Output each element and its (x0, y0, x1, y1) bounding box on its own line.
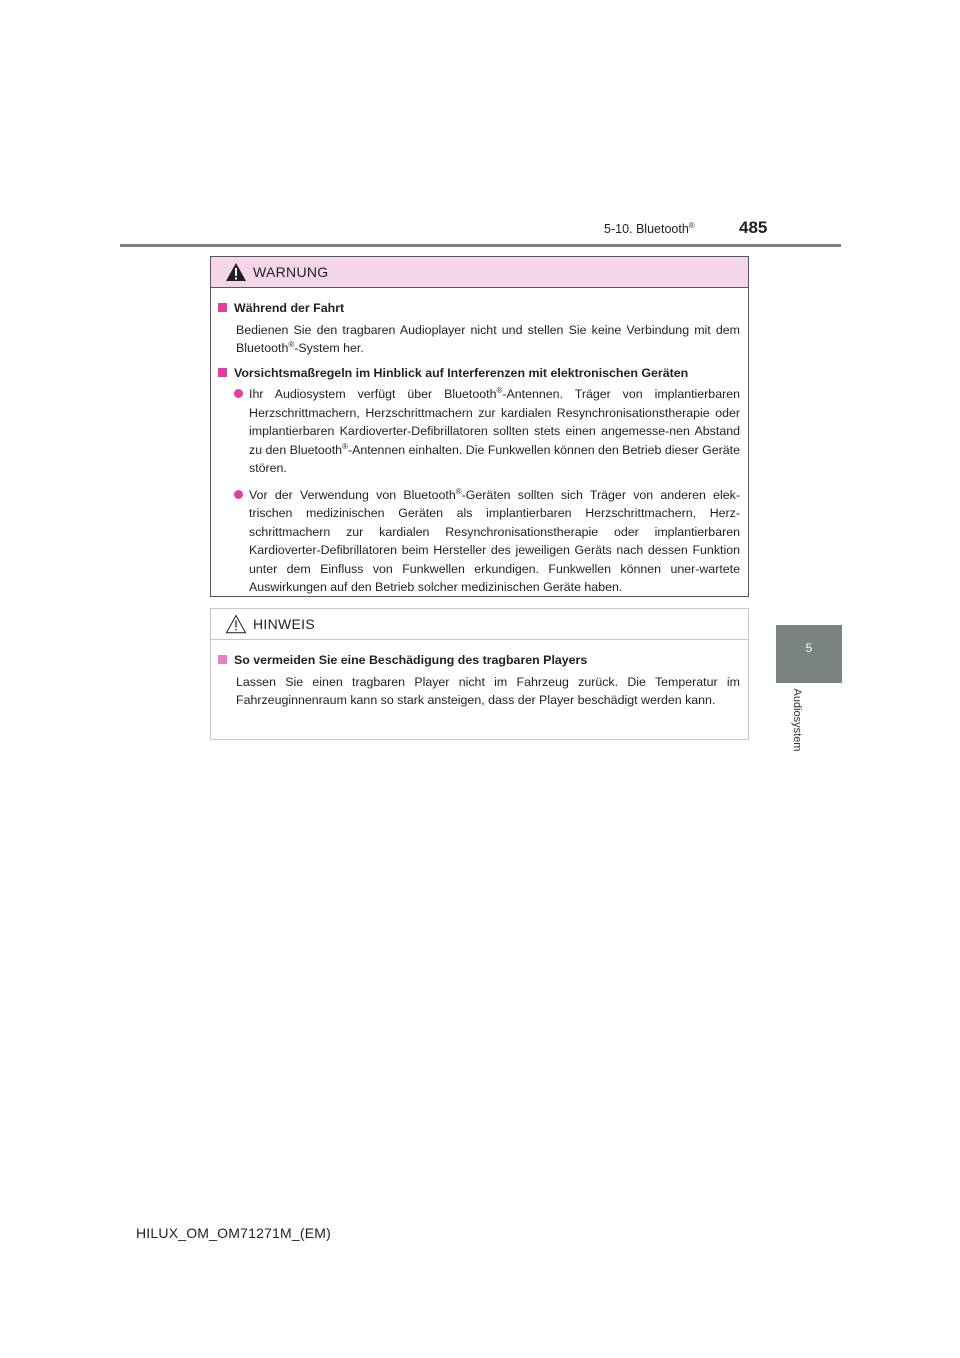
notice-heading: So vermeiden Sie eine Beschädigung des tragbaren Players (218, 651, 740, 670)
caution-triangle-icon (225, 614, 247, 634)
square-bullet-icon (218, 655, 227, 664)
page-header (0, 0, 960, 250)
document-code: HILUX_OM_OM71271M_(EM) (136, 1225, 332, 1241)
list-item: Vor der Verwendung von Bluetooth®-Geräten sollten sich Träger von anderen elek-trischen medizinischen Geräten als implantierbaren Herzschrittmachern, Herz-schrittmachern zur kardialen Resynchronisationstherapie oder implantierbaren Kardioverter-Defibrillatoren beim Hersteller des jeweiligen Geräts nach dessen Funktion unter dem Einfluss von Funkwellen erkundigen. Funkwellen können uner-wartete Auswirkungen auf den Betrieb solcher medizinischen Geräte haben. (234, 486, 740, 597)
warning-title: WARNUNG (253, 264, 329, 280)
section-title: 5-10. Bluetooth® (604, 220, 695, 236)
notice-box (210, 608, 749, 740)
square-bullet-icon (218, 303, 227, 312)
warning-header (211, 257, 748, 288)
header-rule (120, 244, 841, 247)
notice-body (211, 640, 748, 710)
warning-heading-driving: Während der Fahrt (218, 299, 740, 318)
page-number: 485 (739, 218, 768, 237)
chapter-number: 5 (805, 641, 813, 655)
warning-box (210, 256, 749, 597)
warning-heading-interference: Vorsichtsmaßregeln im Hinblick auf Interferenzen mit elektronischen Geräten (218, 364, 740, 383)
circle-bullet-icon (234, 389, 243, 398)
chapter-title: Audiosystem (791, 688, 803, 752)
notice-header (211, 609, 748, 640)
notice-text: Lassen Sie einen tragbaren Player nicht im Fahrzeug zurück. Die Temperatur im Fahrzeuginnenraum kann so stark ansteigen, dass der Player beschädigt werden kann. (236, 674, 740, 707)
notice-title: HINWEIS (253, 616, 315, 632)
warning-body (211, 288, 748, 597)
square-bullet-icon (218, 368, 227, 377)
chapter-tab[interactable] (776, 625, 842, 683)
list-item: Ihr Audiosystem verfügt über Bluetooth®-Antennen. Träger von implantierbaren Herzschrittmachern, Herzschrittmachern zur kardialen Resynchronisationstherapie oder implantierbaren Kardioverter-Defibrillatoren sollten stets einen angemesse-nen Abstand zu den Bluetooth®-Antennen einhalten. Die Funkwellen können den Betrieb dieser Geräte stören. (234, 385, 740, 478)
warning-text-driving: Bedienen Sie den tragbaren Audioplayer nicht und stellen Sie keine Verbindung mit dem Bluetooth®-System her. (236, 322, 740, 355)
circle-bullet-icon (234, 490, 243, 499)
warning-triangle-icon (225, 262, 247, 282)
